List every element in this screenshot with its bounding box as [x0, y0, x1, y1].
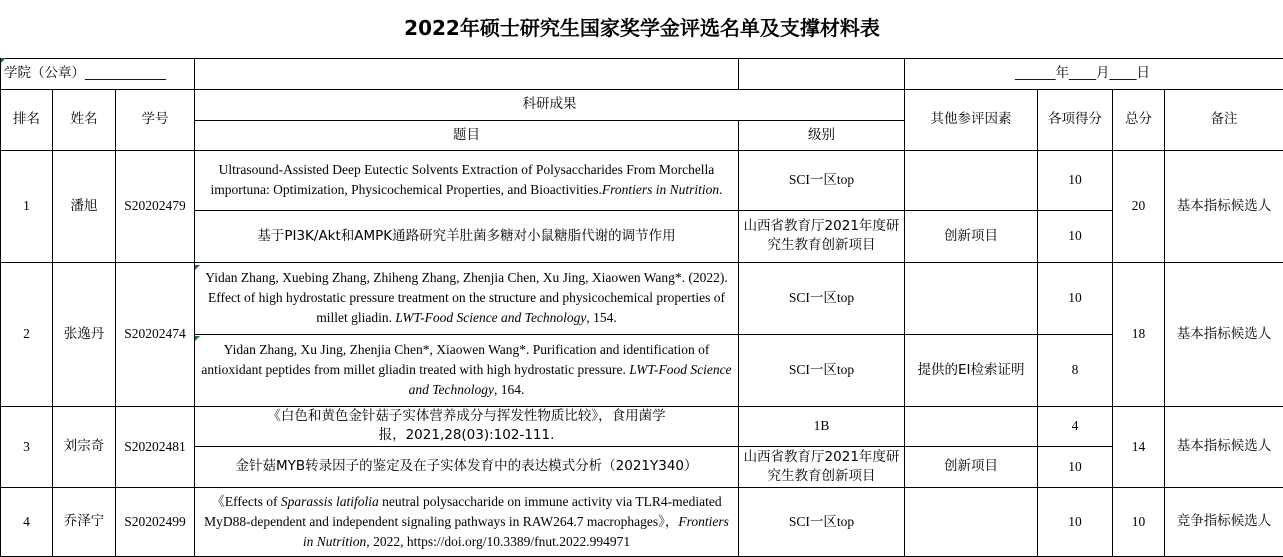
college-seal-line: 学院（公章）____________ — [1, 58, 195, 89]
cell-comment-marker — [195, 336, 200, 341]
rank-cell: 3 — [1, 406, 53, 487]
topic-tail: , 154. — [586, 310, 617, 325]
topic-cell: 《白色和黄色金针菇子实体营养成分与挥发性物质比较》，食用菌学报，2021,28(03):102-111. — [195, 406, 739, 446]
header-research: 科研成果 — [195, 89, 905, 120]
level-cell: 1B — [739, 406, 905, 446]
name-cell: 刘宗奇 — [53, 406, 116, 487]
cell-comment-marker — [1, 58, 6, 63]
score-cell: 8 — [1038, 334, 1113, 406]
header-item-score: 各项得分 — [1038, 89, 1113, 150]
topic-prefix: 《Effects of — [211, 493, 281, 509]
topic-text: Ultrasound-Assisted Deep Eutectic Solvents Extraction of Polysaccharides From Morchella importuna: Optimization, Physicochemical Properties, and Bioactivities. — [210, 162, 715, 197]
topic-cell: 金针菇MYB转录因子的鉴定及在子实体发育中的表达模式分析（2021Y340） — [195, 446, 739, 487]
cell-comment-marker — [195, 265, 200, 270]
name-cell: 潘旭 — [53, 150, 116, 262]
student-id-cell: S20202499 — [116, 487, 195, 556]
topic-cell: 基于PI3K/Akt和AMPK通路研究羊肚菌多糖对小鼠糖脂代谢的调节作用 — [195, 210, 739, 262]
topic-cell — [195, 262, 739, 334]
score-cell: 10 — [1038, 210, 1113, 262]
journal-name: Frontiers in Nutrition — [601, 182, 720, 197]
name-cell: 张逸丹 — [53, 262, 116, 406]
name-cell: 乔泽宁 — [53, 487, 116, 556]
journal-name: LWT-Food Science and Technology — [395, 310, 587, 325]
blank-cell — [739, 58, 905, 89]
topic-text: Yidan Zhang, Xuebing Zhang, Zhiheng Zhang, Zhenjia Chen, Xu Jing, Xiaowen Wang*. (2022). Effect of high hydrostatic pressure treatment on the structure and physicochemical properties of millet gliadin. — [205, 270, 728, 325]
score-cell: 10 — [1038, 150, 1113, 210]
other-cell — [905, 262, 1038, 334]
header-name: 姓名 — [53, 89, 116, 150]
rank-cell: 2 — [1, 262, 53, 406]
total-cell: 18 — [1113, 262, 1165, 406]
other-cell: 创新项目 — [905, 210, 1038, 262]
topic-tail: . — [719, 182, 723, 197]
species-name: Sparassis latifolia — [280, 493, 379, 509]
total-cell: 14 — [1113, 406, 1165, 487]
other-cell — [905, 406, 1038, 446]
score-cell: 4 — [1038, 406, 1113, 446]
topic-cell — [195, 487, 739, 556]
other-cell: 创新项目 — [905, 446, 1038, 487]
level-cell: SCI一区top — [739, 334, 905, 406]
student-id-cell: S20202481 — [116, 406, 195, 487]
other-cell — [905, 150, 1038, 210]
student-id-cell: S20202479 — [116, 150, 195, 262]
topic-cell — [195, 334, 739, 406]
journal-name: LWT-Food Science and Technology — [408, 362, 732, 397]
date-line: ______年____月____日 — [905, 58, 1283, 89]
score-cell: 10 — [1038, 446, 1113, 487]
journal-name: Frontiers in Nutrition, — [302, 513, 729, 549]
level-cell: SCI一区top — [739, 487, 905, 556]
student-id-cell: S20202474 — [116, 262, 195, 406]
topic-tail: , 164. — [494, 382, 525, 397]
header-rank: 排名 — [1, 89, 53, 150]
topic-text: neutral polysaccharide on immune activity via TLR4-mediated MyD88-dependent and independent signaling pathways in RAW264.7 macrophages》， — [204, 493, 722, 529]
score-cell: 10 — [1038, 262, 1113, 334]
topic-cell — [195, 150, 739, 210]
total-cell: 20 — [1113, 150, 1165, 262]
score-cell: 10 — [1038, 487, 1113, 556]
note-cell: 基本指标候选人 — [1165, 262, 1283, 406]
level-cell: SCI一区top — [739, 262, 905, 334]
topic-text: Yidan Zhang, Xu Jing, Zhenjia Chen*, Xiaowen Wang*. Purification and identification of antioxidant peptides from millet gliadin treated with high hydrostatic pressure. — [201, 342, 710, 377]
level-cell: 山西省教育厅2021年度研究生教育创新项目 — [739, 446, 905, 487]
total-cell: 10 — [1113, 487, 1165, 556]
header-level: 级别 — [739, 120, 905, 150]
rank-cell: 1 — [1, 150, 53, 262]
other-cell: 提供的EI检索证明 — [905, 334, 1038, 406]
topic-tail: 2022, https://doi.org/10.3389/fnut.2022.994971 — [369, 533, 631, 549]
blank-cell — [195, 58, 739, 89]
note-cell: 基本指标候选人 — [1165, 150, 1283, 262]
note-cell: 竞争指标候选人 — [1165, 487, 1283, 556]
note-cell: 基本指标候选人 — [1165, 406, 1283, 487]
header-total: 总分 — [1113, 89, 1165, 150]
rank-cell: 4 — [1, 487, 53, 556]
header-note: 备注 — [1165, 89, 1283, 150]
level-cell: SCI一区top — [739, 150, 905, 210]
level-cell: 山西省教育厅2021年度研究生教育创新项目 — [739, 210, 905, 262]
header-other: 其他参评因素 — [905, 89, 1038, 150]
other-cell — [905, 487, 1038, 556]
header-topic: 题目 — [195, 120, 739, 150]
page-title: 2022年硕士研究生国家奖学金评选名单及支撑材料表 — [404, 16, 880, 41]
header-student-id: 学号 — [116, 89, 195, 150]
